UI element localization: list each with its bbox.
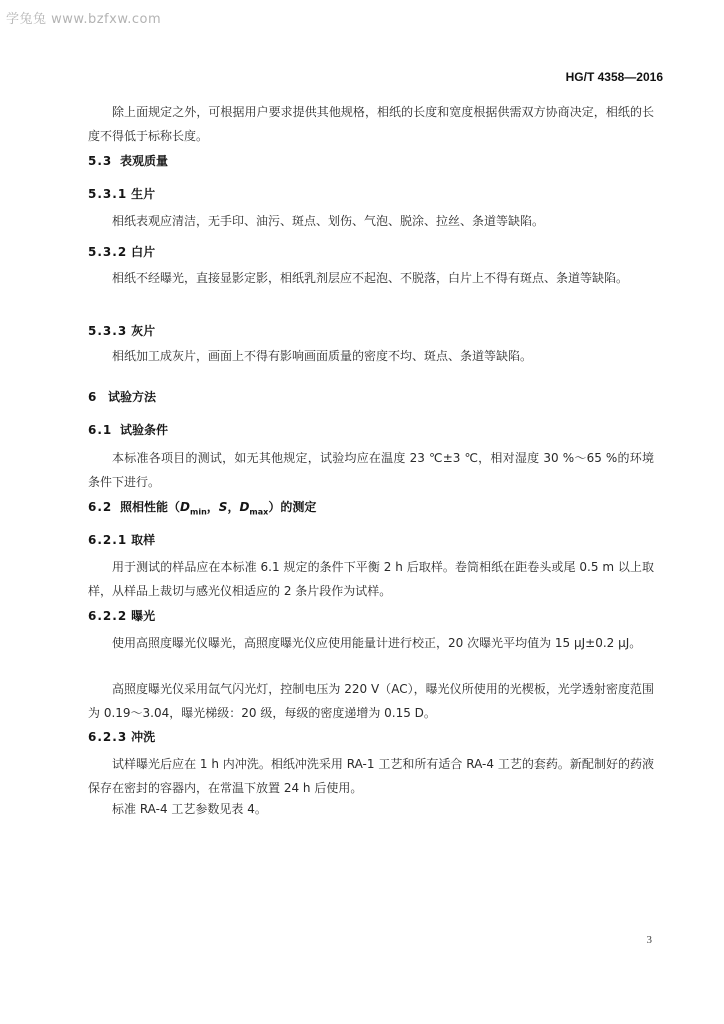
section-number: 5.3.2 xyxy=(88,245,128,259)
section-6-2-3-text-2: 标准 RA-4 工艺参数见表 4。 xyxy=(112,802,267,816)
section-title: 试验方法 xyxy=(108,390,157,404)
section-6-2-3-text-1: 试样曝光后应在 1 h 内冲洗。相纸冲洗采用 RA-1 工艺和所有适合 RA-4 工艺的套药。新配制好的药液保存在密封的容器内，在常温下放置 24 h 后使用。 xyxy=(88,757,654,795)
section-6-2-3-heading xyxy=(88,729,155,745)
symbol-d-min: D xyxy=(180,500,190,514)
separator: ， xyxy=(206,500,219,514)
section-6-heading xyxy=(88,389,156,405)
document-code: HG/T 4358—2016 xyxy=(565,70,663,84)
section-title: 白片 xyxy=(131,245,156,259)
section-number: 6.2.3 xyxy=(88,730,128,744)
section-number: 6.2.1 xyxy=(88,533,128,547)
section-5-3-1-heading xyxy=(88,186,155,202)
section-number: 6.2 xyxy=(88,500,113,514)
symbol-d-max: D xyxy=(239,500,250,514)
section-5-3-2-heading xyxy=(88,244,155,260)
section-5-3-1-text: 相纸表观应清洁，无手印、油污、斑点、划伤、气泡、脱涂、拉丝、条道等缺陷。 xyxy=(112,214,545,228)
section-6-2-1-text: 用于测试的样品应在本标准 6.1 规定的条件下平衡 2 h 后取样。卷筒相纸在距卷头或尾 0.5 m 以上取样，从样品上裁切与感光仪相适应的 2 条片段作为试样。 xyxy=(88,560,654,598)
section-number: 6 xyxy=(88,390,98,404)
section-5-3-3-text: 相纸加工成灰片，画面上不得有影响画面质量的密度不均、斑点、条道等缺陷。 xyxy=(112,349,533,363)
symbol-d-max-subscript: max xyxy=(249,507,269,517)
page-number: 3 xyxy=(646,934,652,946)
section-6-2-2-text-1: 使用高照度曝光仪曝光，高照度曝光仪应使用能量计进行校正，20 次曝光平均值为 15 μJ±0.2 μJ。 xyxy=(112,636,642,650)
section-title: 冲洗 xyxy=(131,730,156,744)
section-title: 曝光 xyxy=(131,609,156,623)
section-6-2-1-heading xyxy=(88,532,155,548)
section-number: 5.3.3 xyxy=(88,324,128,338)
section-number: 5.3 xyxy=(88,154,113,168)
watermark-text: 学兔兔 www.bzfxw.com xyxy=(6,12,162,27)
section-title: 表观质量 xyxy=(120,154,169,168)
section-title-prefix: 照相性能（ xyxy=(120,500,181,514)
section-title-suffix: ）的测定 xyxy=(268,500,317,514)
section-5-3-3-heading xyxy=(88,323,155,339)
section-6-2-2-text-2: 高照度曝光仪采用氙气闪光灯，控制电压为 220 V（AC），曝光仪所使用的光楔板，光学透射密度范围为 0.19～3.04，曝光梯级：20 级，每级的密度递增为 0.15 D。 xyxy=(88,682,654,720)
section-number: 6.2.2 xyxy=(88,609,128,623)
paragraph-dimensions-note: 除上面规定之外，可根据用户要求提供其他规格，相纸的长度和宽度根据供需双方协商决定，相纸的长度不得低于标称长度。 xyxy=(88,105,654,143)
section-title: 灰片 xyxy=(131,324,156,338)
section-number: 6.1 xyxy=(88,423,113,437)
section-number: 5.3.1 xyxy=(88,187,128,201)
section-6-2-2-heading xyxy=(88,608,155,624)
symbol-d-min-subscript: min xyxy=(189,507,207,517)
separator: ， xyxy=(227,500,240,514)
section-5-3-2-text: 相纸不经曝光，直接显影定影，相纸乳剂层应不起泡、不脱落，白片上不得有斑点、条道等缺陷。 xyxy=(112,271,629,285)
section-6-2-heading xyxy=(88,499,316,520)
section-title: 生片 xyxy=(131,187,156,201)
section-5-3-heading xyxy=(88,153,168,169)
section-6-1-heading xyxy=(88,422,168,438)
section-title: 试验条件 xyxy=(120,423,169,437)
section-6-1-text: 本标准各项目的测试，如无其他规定，试验均应在温度 23 ℃±3 ℃，相对湿度 30 %～65 %的环境条件下进行。 xyxy=(88,451,654,489)
section-title: 取样 xyxy=(131,533,156,547)
symbol-s: S xyxy=(218,500,228,514)
